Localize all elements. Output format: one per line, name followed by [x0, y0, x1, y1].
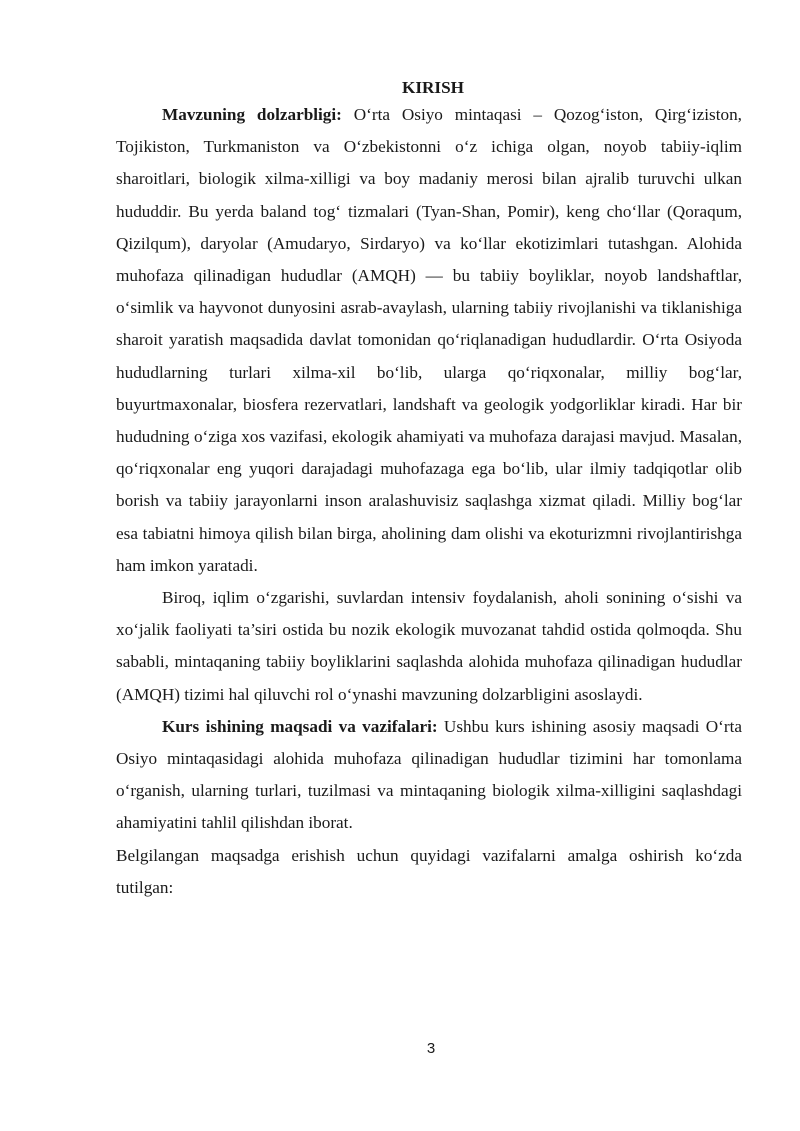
goals-lead: Kurs ishining maqsadi va vazifalari: [162, 716, 438, 736]
paragraph-threats [116, 582, 742, 711]
paragraph-goals [116, 711, 742, 840]
page-content [116, 76, 742, 904]
paragraph-tasks [116, 840, 742, 904]
goals-text: Ushbu kurs ishining asosiy maqsadi O‘rta Osiyo mintaqasidagi alohida muhofaza qilinadigan hududlar tizimini har tomonlama o‘rganish, ularning turlari, tuzilmasi va mintaqaning biologik xilma-xilligini saqlashdagi ahamiyatini tahlil qilishdan iborat. [116, 716, 742, 833]
relevance-text: O‘rta Osiyo mintaqasi – Qozog‘iston, Qirg‘iziston, Tojikiston, Turkmaniston va O‘zbekistonni o‘z ichiga olgan, noyob tabiiy-iqlim sharoitlari, biologik xilma-xilligi va boy madaniy merosi bilan ajralib turuvchi ulkan hududdir. Bu yerda baland tog‘ tizmalari (Tyan-Shan, Pomir), keng cho‘llar (Qoraqum, Qizilqum), daryolar (Amudaryo, Sirdaryo) va ko‘llar ekotizimlari tutashgan. Alohida muhofaza qilinadigan hududlar (AMQH) — bu tabiiy boyliklar, noyob landshaftlar, o‘simlik va hayvonot dunyosini asrab-avaylash, ularning tabiiy rivojlanishi va tiklanishiga sharoit yaratish maqsadida davlat tomonidan qo‘riqlanadigan hududlardir. O‘rta Osiyoda hududlarning turlari xilma-xil bo‘lib, ularga qo‘riqxonalar, milliy bog‘lar, buyurtmaxonalar, biosfera rezervatlari, landshaft va geologik yodgorliklar kiradi. Har bir hududning o‘ziga xos vazifasi, ekologik ahamiyati va muhofaza darajasi mavjud. Masalan, qo‘riqxonalar eng yuqori darajadagi muhofazaga ega bo‘lib, ular ilmiy tadqiqotlar olib borish va tabiiy jarayonlarni inson aralashuvisiz saqlashga xizmat qiladi. Milliy bog‘lar esa tabiatni himoya qilish bilan birga, aholining dam olishi va ekoturizmni rivojlantirishga ham imkon yaratadi. [116, 105, 742, 575]
paragraph-relevance [116, 99, 742, 582]
threats-text: Biroq, iqlim o‘zgarishi, suvlardan intensiv foydalanish, aholi sonining o‘sishi va xo‘jalik faoliyati ta’siri ostida bu nozik ekologik muvozanat tahdid ostida qolmoqda. Shu sababli, mintaqaning tabiiy boyliklarini saqlashda alohida muhofaza qilinadigan hududlar (AMQH) tizimi hal qiluvchi rol o‘ynashi mavzuning dolzarbligini asoslaydi. [116, 588, 742, 704]
section-heading: KIRISH [401, 78, 465, 97]
relevance-lead: Mavzuning dolzarbligi: [162, 105, 342, 124]
page-number: 3 [426, 1040, 436, 1057]
tasks-text: Belgilangan maqsadga erishish uchun quyidagi vazifalarni amalga oshirish ko‘zda tutilgan: [116, 845, 742, 897]
